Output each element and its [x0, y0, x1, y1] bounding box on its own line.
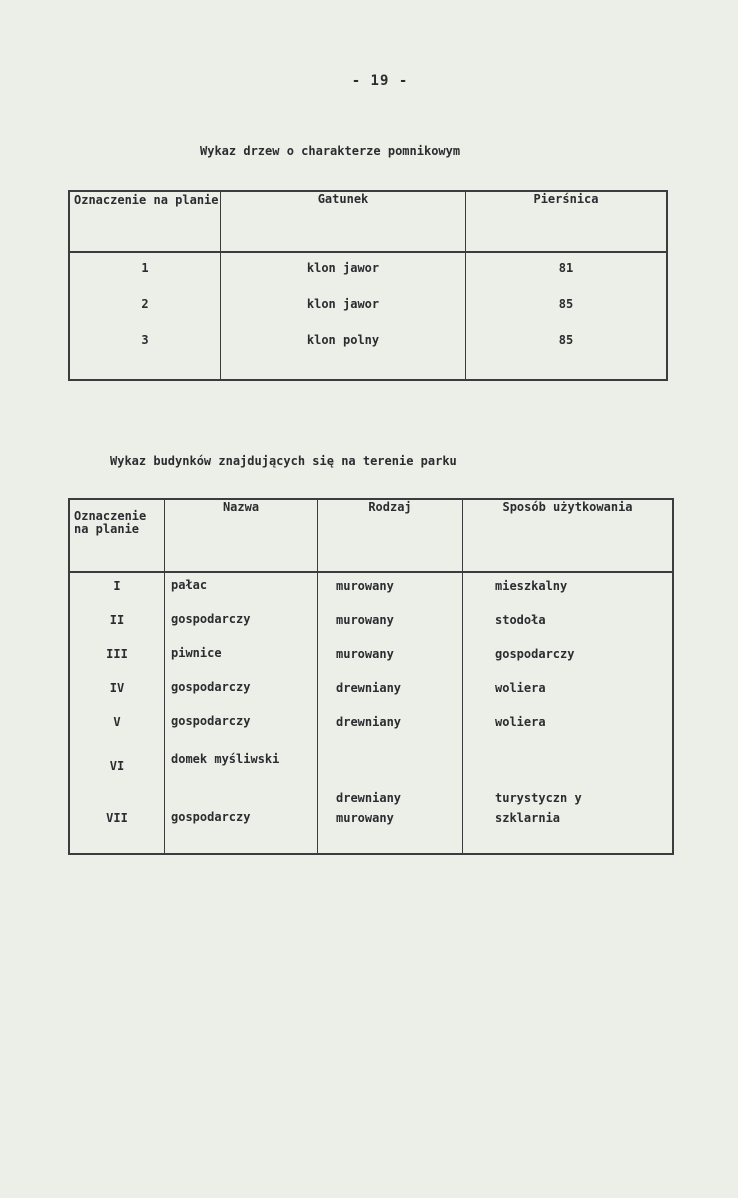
- buildings-header-kind: Rodzaj: [318, 499, 463, 572]
- buildings-cell-code: V: [113, 715, 121, 729]
- buildings-cell-kind: murowany: [318, 647, 463, 681]
- buildings-cell-kind: drewniany: [318, 749, 463, 811]
- trees-cell-species: klon polny: [221, 333, 466, 380]
- buildings-header-code: Oznaczenie na planie: [69, 499, 165, 572]
- table-row: [69, 811, 673, 854]
- buildings-cell-name: gospodarczy: [165, 613, 318, 647]
- buildings-cell-use: gospodarczy: [463, 647, 674, 681]
- table-row: [69, 297, 667, 333]
- buildings-header-use: Sposób użytkowania: [463, 499, 674, 572]
- buildings-cell-use: szklarnia: [463, 811, 674, 854]
- buildings-cell-use: mieszkalny: [463, 572, 674, 613]
- trees-header-species: Gatunek: [221, 191, 466, 252]
- buildings-cell-use: woliera: [463, 715, 674, 749]
- buildings-cell-kind: drewniany: [318, 715, 463, 749]
- buildings-cell-name: gospodarczy: [165, 681, 318, 715]
- buildings-table: [68, 498, 674, 855]
- buildings-cell-kind: murowany: [318, 613, 463, 647]
- table-row: [69, 252, 667, 297]
- buildings-cell-name: gospodarczy: [165, 715, 318, 749]
- table-row: [69, 681, 673, 715]
- trees-cell-code: 3: [141, 333, 149, 347]
- table-row: [69, 572, 673, 613]
- buildings-cell-kind: murowany: [318, 572, 463, 613]
- buildings-cell-name: domek myśliwski: [165, 749, 318, 811]
- buildings-cell-code: I: [113, 579, 121, 593]
- table-row: [69, 749, 673, 811]
- buildings-cell-name: pałac: [165, 572, 318, 613]
- buildings-cell-use: turystyczn y: [463, 749, 674, 811]
- table-row: [69, 613, 673, 647]
- trees-table-title: Wykaz drzew o charakterze pomnikowym: [200, 144, 461, 158]
- table-row: [69, 715, 673, 749]
- trees-cell-code: 2: [141, 297, 149, 311]
- buildings-cell-code: III: [106, 647, 128, 661]
- table-row: [69, 647, 673, 681]
- buildings-cell-code: II: [109, 613, 125, 627]
- buildings-header-name: Nazwa: [165, 499, 318, 572]
- trees-cell-girth: 81: [466, 252, 668, 297]
- trees-table-header-row: [69, 191, 667, 252]
- buildings-cell-use: woliera: [463, 681, 674, 715]
- buildings-cell-code: VII: [106, 811, 128, 825]
- buildings-cell-name: piwnice: [165, 647, 318, 681]
- buildings-cell-name: gospodarczy: [165, 811, 318, 854]
- buildings-table-header-row: [69, 499, 673, 572]
- trees-header-code: Oznaczenie na planie: [69, 191, 221, 252]
- table-row: [69, 333, 667, 380]
- trees-cell-species: klon jawor: [221, 297, 466, 333]
- buildings-cell-kind: murowany: [318, 811, 463, 854]
- trees-header-girth: Pierśnica: [466, 191, 668, 252]
- buildings-table-title: Wykaz budynków znajdujących się na terenie parku: [110, 454, 457, 468]
- trees-cell-girth: 85: [466, 333, 668, 380]
- trees-cell-girth: 85: [466, 297, 668, 333]
- buildings-cell-code: VI: [109, 759, 125, 773]
- page-number: - 19 -: [351, 73, 409, 89]
- buildings-cell-code: IV: [109, 681, 125, 695]
- buildings-cell-kind: drewniany: [318, 681, 463, 715]
- trees-cell-code: 1: [141, 261, 149, 275]
- buildings-cell-use: stodoła: [463, 613, 674, 647]
- trees-cell-species: klon jawor: [221, 252, 466, 297]
- trees-table: [68, 190, 668, 381]
